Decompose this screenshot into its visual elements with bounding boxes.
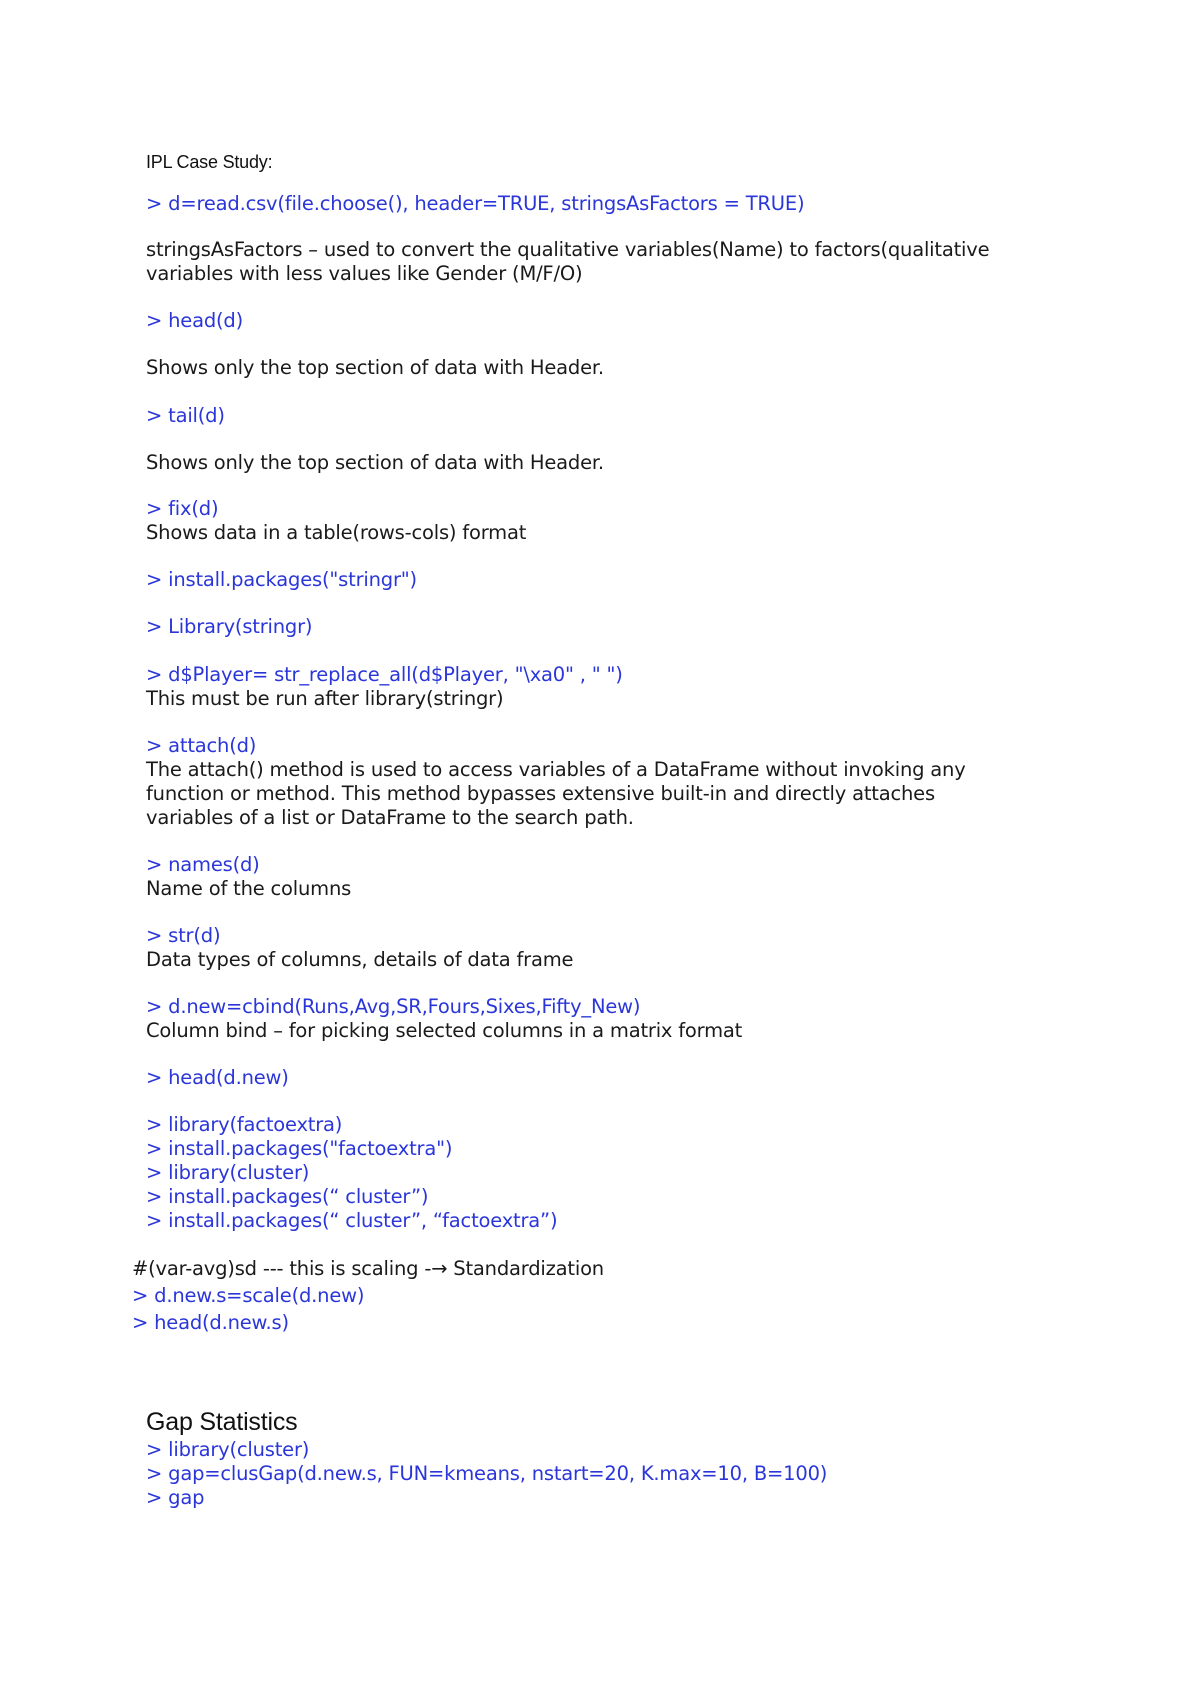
code-line-head-dnew: > head(d.new) <box>146 1066 289 1089</box>
code-line-gap: > gap <box>146 1486 205 1509</box>
code-line-clusgap: > gap=clusGap(d.new.s, FUN=kmeans, nstart=20, K.max=10, B=100) <box>146 1462 828 1485</box>
code-line-install-cluster-factoextra: > install.packages(“ cluster”, “factoextra”) <box>146 1209 558 1232</box>
doc-title: IPL Case Study: <box>146 152 273 172</box>
comment-line-scaling: #(var-avg)sd --- this is scaling -→ Standardization <box>132 1257 604 1280</box>
description-line: The attach() method is used to access variables of a DataFrame without invoking any <box>146 758 966 781</box>
code-line-tail: > tail(d) <box>146 404 225 427</box>
description-line: function or method. This method bypasses extensive built-in and directly attaches <box>146 782 935 805</box>
code-line-library-cluster: > library(cluster) <box>146 1161 310 1184</box>
code-line-str: > str(d) <box>146 924 221 947</box>
code-line-scale: > d.new.s=scale(d.new) <box>132 1284 365 1307</box>
description-line: stringsAsFactors – used to convert the qualitative variables(Name) to factors(qualitative <box>146 238 990 261</box>
code-line-str-replace: > d$Player= str_replace_all(d$Player, "\xa0" , " ") <box>146 663 623 686</box>
code-line-fix: > fix(d) <box>146 497 219 520</box>
code-line-head-dnews: > head(d.new.s) <box>132 1311 289 1334</box>
description-line: This must be run after library(stringr) <box>146 687 504 710</box>
code-line-names: > names(d) <box>146 853 260 876</box>
code-line-gap-library-cluster: > library(cluster) <box>146 1438 310 1461</box>
description-line: variables with less values like Gender (M/F/O) <box>146 262 583 285</box>
description-line: Shows data in a table(rows-cols) format <box>146 521 527 544</box>
code-line-install-factoextra: > install.packages("factoextra") <box>146 1137 453 1160</box>
description-line: Shows only the top section of data with Header. <box>146 451 604 474</box>
description-line: Name of the columns <box>146 877 352 900</box>
description-line: variables of a list or DataFrame to the search path. <box>146 806 634 829</box>
code-line-read-csv: > d=read.csv(file.choose(), header=TRUE, stringsAsFactors = TRUE) <box>146 192 805 215</box>
code-line-head: > head(d) <box>146 309 244 332</box>
gap-statistics-heading: Gap Statistics <box>146 1408 298 1436</box>
code-line-cbind: > d.new=cbind(Runs,Avg,SR,Fours,Sixes,Fifty_New) <box>146 995 641 1018</box>
description-line: Shows only the top section of data with Header. <box>146 356 604 379</box>
code-line-install-cluster: > install.packages(“ cluster”) <box>146 1185 429 1208</box>
description-line: Column bind – for picking selected columns in a matrix format <box>146 1019 743 1042</box>
code-line-attach: > attach(d) <box>146 734 257 757</box>
code-line-library-stringr: > Library(stringr) <box>146 615 313 638</box>
description-line: Data types of columns, details of data frame <box>146 948 574 971</box>
code-line-library-factoextra: > library(factoextra) <box>146 1113 343 1136</box>
code-line-install-stringr: > install.packages("stringr") <box>146 568 417 591</box>
